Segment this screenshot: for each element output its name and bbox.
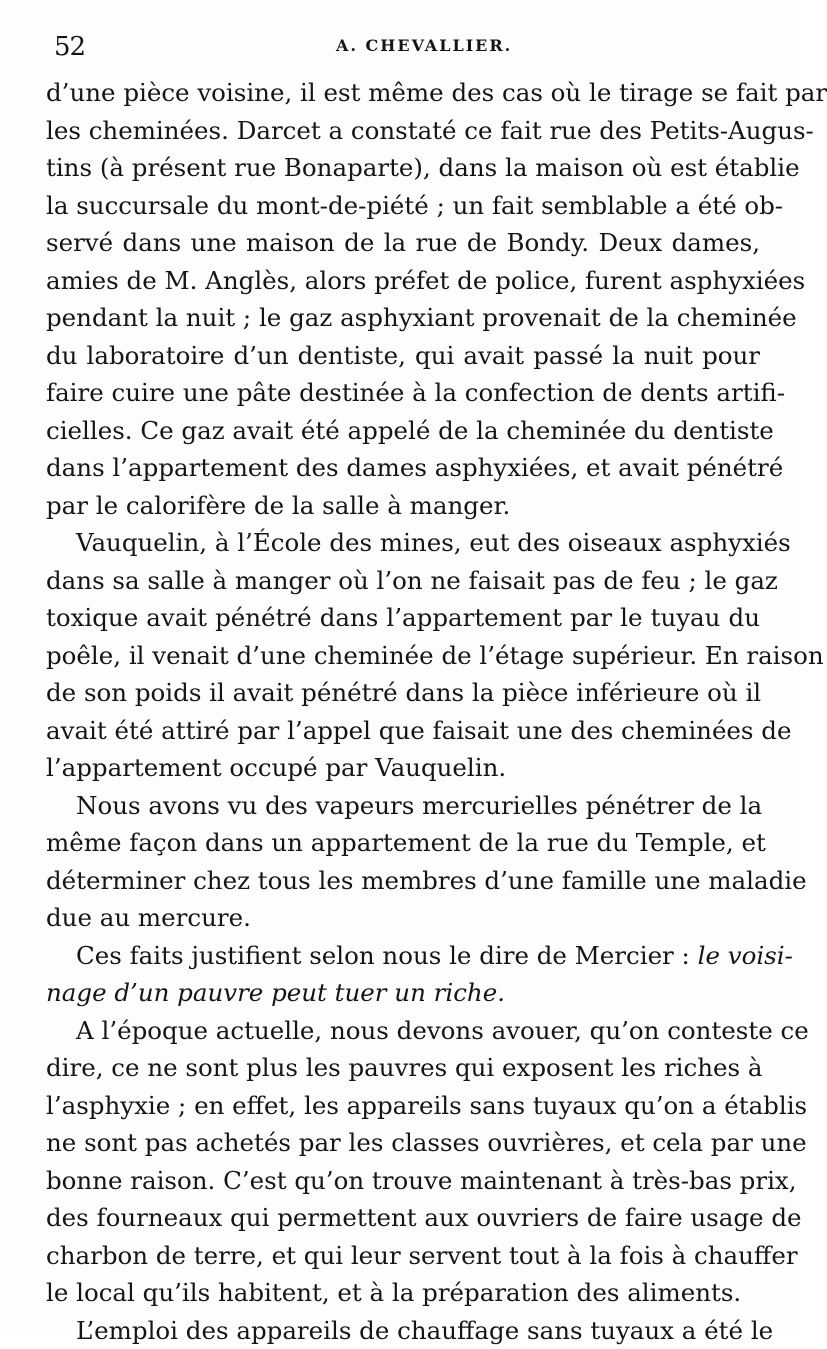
text-line: servé dans une maison de la rue de Bondy. Deux dames, — [46, 224, 760, 262]
text-line: du laboratoire d’un dentiste, qui avait passé la nuit pour — [46, 337, 760, 375]
text-line: dans sa salle à manger où l’on ne faisait pas de feu ; le gaz — [46, 562, 760, 600]
text-line: poêle, il venait d’une cheminée de l’étage supérieur. En raison — [46, 637, 760, 675]
text-line: les cheminées. Darcet a constaté ce fait rue des Petits-Augus- — [46, 112, 760, 150]
text-line: de son poids il avait pénétré dans la pièce inférieure où il — [46, 674, 760, 712]
text-line: dans l’appartement des dames asphyxiées, et avait pénétré — [46, 449, 760, 487]
text-line: A l’époque actuelle, nous devons avouer, qu’on conteste ce — [46, 1012, 760, 1050]
text-line: l’asphyxie ; en effet, les appareils sans tuyaux qu’on a établis — [46, 1087, 760, 1125]
text-line: due au mercure. — [46, 899, 760, 937]
running-head-author: A. CHEVALLIER. — [336, 36, 512, 55]
text-line: des fourneaux qui permettent aux ouvriers de faire usage de — [46, 1199, 760, 1237]
page-number: 52 — [54, 32, 85, 62]
text-line: bonne raison. C’est qu’on trouve maintenant à très-bas prix, — [46, 1162, 760, 1200]
text-line: le local qu’ils habitent, et à la préparation des aliments. — [46, 1274, 760, 1312]
text-line: Nous avons vu des vapeurs mercurielles pénétrer de la — [46, 787, 760, 825]
text-line: amies de M. Anglès, alors préfet de police, furent asphyxiées — [46, 262, 760, 300]
text-line: même façon dans un appartement de la rue du Temple, et — [46, 824, 760, 862]
text-line: ne sont pas achetés par les classes ouvrières, et cela par une — [46, 1124, 760, 1162]
quotation-italic: nage d’un pauvre peut tuer un riche. — [46, 974, 760, 1012]
text-line: faire cuire une pâte destinée à la confection de dents artifi- — [46, 374, 760, 412]
text-line: pendant la nuit ; le gaz asphyxiant provenait de la cheminée — [46, 299, 760, 337]
text-line: avait été attiré par l’appel que faisait une des cheminées de — [46, 712, 760, 750]
text-line: L’emploi des appareils de chauffage sans tuyaux a été le — [46, 1312, 760, 1349]
quotation-italic: le voisi- — [698, 941, 793, 970]
body-text — [46, 74, 760, 1349]
text-line: Vauquelin, à l’École des mines, eut des oiseaux asphyxiés — [46, 524, 760, 562]
text-line: dire, ce ne sont plus les pauvres qui exposent les riches à — [46, 1049, 760, 1087]
text-line: charbon de terre, et qui leur servent tout à la fois à chauffer — [46, 1237, 760, 1275]
text-line: déterminer chez tous les membres d’une famille une maladie — [46, 862, 760, 900]
text-run: Ces faits justifient selon nous le dire de Mercier : — [76, 941, 698, 970]
text-line: l’appartement occupé par Vauquelin. — [46, 749, 760, 787]
text-line: cielles. Ce gaz avait été appelé de la cheminée du dentiste — [46, 412, 760, 450]
text-line: tins (à présent rue Bonaparte), dans la maison où est établie — [46, 149, 760, 187]
text-line: toxique avait pénétré dans l’appartement par le tuyau du — [46, 599, 760, 637]
text-line: la succursale du mont-de-piété ; un fait semblable a été ob- — [46, 187, 760, 225]
text-line — [46, 937, 760, 975]
text-line: par le calorifère de la salle à manger. — [46, 487, 760, 525]
text-line: d’une pièce voisine, il est même des cas où le tirage se fait par — [46, 74, 760, 112]
running-head — [46, 30, 758, 66]
